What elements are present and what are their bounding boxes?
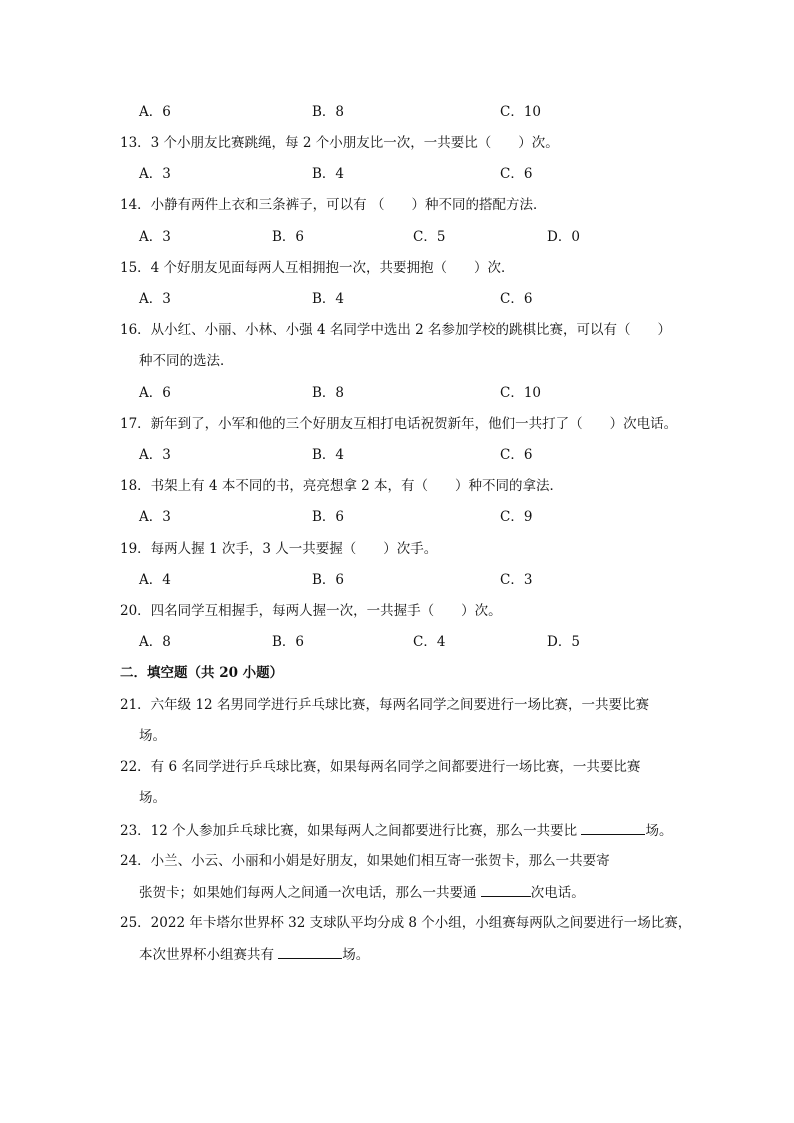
answer-blank[interactable] (581, 820, 645, 835)
question-13: 13．3 个小朋友比赛跳绳，每 2 个小朋友比一次，一共要比（ ）次。 (120, 135, 559, 151)
question-15: 15．4 个好朋友见面每两人互相拥抱一次，共要拥抱（ ）次． (120, 260, 515, 276)
option-c: C．6 (500, 291, 533, 307)
option-a: A．3 (139, 166, 171, 182)
question-24-text: 张贺卡；如果她们每两人之间通一次电话，那么一共要通 (139, 885, 481, 901)
option-b: B．6 (272, 229, 305, 245)
option-c: C．10 (500, 385, 542, 401)
option-a: A．6 (139, 385, 171, 401)
question-18: 18．书架上有 4 本不同的书，亮亮想拿 2 本，有（ ）种不同的拿法． (120, 478, 564, 494)
question-22-line-2: 场。 (139, 790, 166, 806)
option-a: A．8 (139, 634, 171, 650)
option-c: C．10 (500, 104, 542, 120)
question-23 (120, 820, 672, 841)
question-21-line-2: 场。 (139, 728, 166, 744)
question-20: 20．四名同学互相握手，每两人握一次，一共握手（ ）次。 (120, 603, 502, 619)
question-14: 14．小静有两件上衣和三条裤子，可以有 （ ）种不同的搭配方法． (120, 197, 547, 213)
option-d: D．0 (547, 229, 580, 245)
option-c: C．3 (500, 572, 533, 588)
option-c: C．6 (500, 166, 533, 182)
question-17: 17．新年到了，小军和他的三个好朋友互相打电话祝贺新年，他们一共打了（ ）次电话。 (120, 416, 678, 432)
answer-blank[interactable] (278, 944, 342, 959)
option-b: B．8 (312, 104, 345, 120)
option-b: B．4 (312, 291, 345, 307)
question-25-text: 本次世界杯小组赛共有 (139, 947, 279, 963)
question-19: 19．每两人握 1 次手，3 人一共要握（ ）次手。 (120, 541, 438, 557)
section-heading: 二．填空题（共 20 小题） (120, 665, 284, 681)
option-b: B．6 (312, 572, 345, 588)
option-b: B．6 (272, 634, 305, 650)
option-c: C．4 (413, 634, 446, 650)
option-a: A．6 (139, 104, 171, 120)
question-16-line-2: 种不同的选法． (139, 353, 234, 369)
option-d: D．5 (547, 634, 580, 650)
question-24-line-2 (139, 882, 585, 903)
question-25-line-2 (139, 944, 369, 965)
question-21-line-1: 21．六年级 12 名男同学进行乒乓球比赛，每两名同学之间要进行一场比赛，一共要比赛 (120, 697, 649, 713)
option-a: A．4 (139, 572, 171, 588)
question-25-line-1: 25．2022 年卡塔尔世界杯 32 支球队平均分成 8 个小组，小组赛每两队之间要进行一场比赛， (120, 915, 692, 931)
question-22-line-1: 22．有 6 名同学进行乒乓球比赛，如果每两名同学之间都要进行一场比赛，一共要比赛 (120, 759, 641, 775)
answer-blank[interactable] (481, 882, 531, 897)
option-c: C．5 (413, 229, 446, 245)
option-a: A．3 (139, 291, 171, 307)
option-b: B．8 (312, 385, 345, 401)
option-b: B．4 (312, 447, 345, 463)
question-25-unit: 场。 (342, 947, 370, 963)
option-a: A．3 (139, 447, 171, 463)
question-24-line-1: 24．小兰、小云、小丽和小娟是好朋友，如果她们相互寄一张贺卡，那么一共要寄 (120, 853, 610, 869)
question-24-unit: 次电话。 (530, 885, 585, 901)
question-16-line-1: 16．从小红、小丽、小林、小强 4 名同学中选出 2 名参加学校的跳棋比赛，可以有（ ） (120, 322, 672, 338)
option-a: A．3 (139, 509, 171, 525)
option-c: C．6 (500, 447, 533, 463)
question-23-unit: 场。 (645, 823, 673, 839)
option-a: A．3 (139, 229, 171, 245)
option-b: B．4 (312, 166, 345, 182)
question-23-text: 23．12 个人参加乒乓球比赛，如果每两人之间都要进行比赛，那么一共要比 (120, 823, 582, 839)
option-b: B．6 (312, 509, 345, 525)
option-c: C．9 (500, 509, 533, 525)
